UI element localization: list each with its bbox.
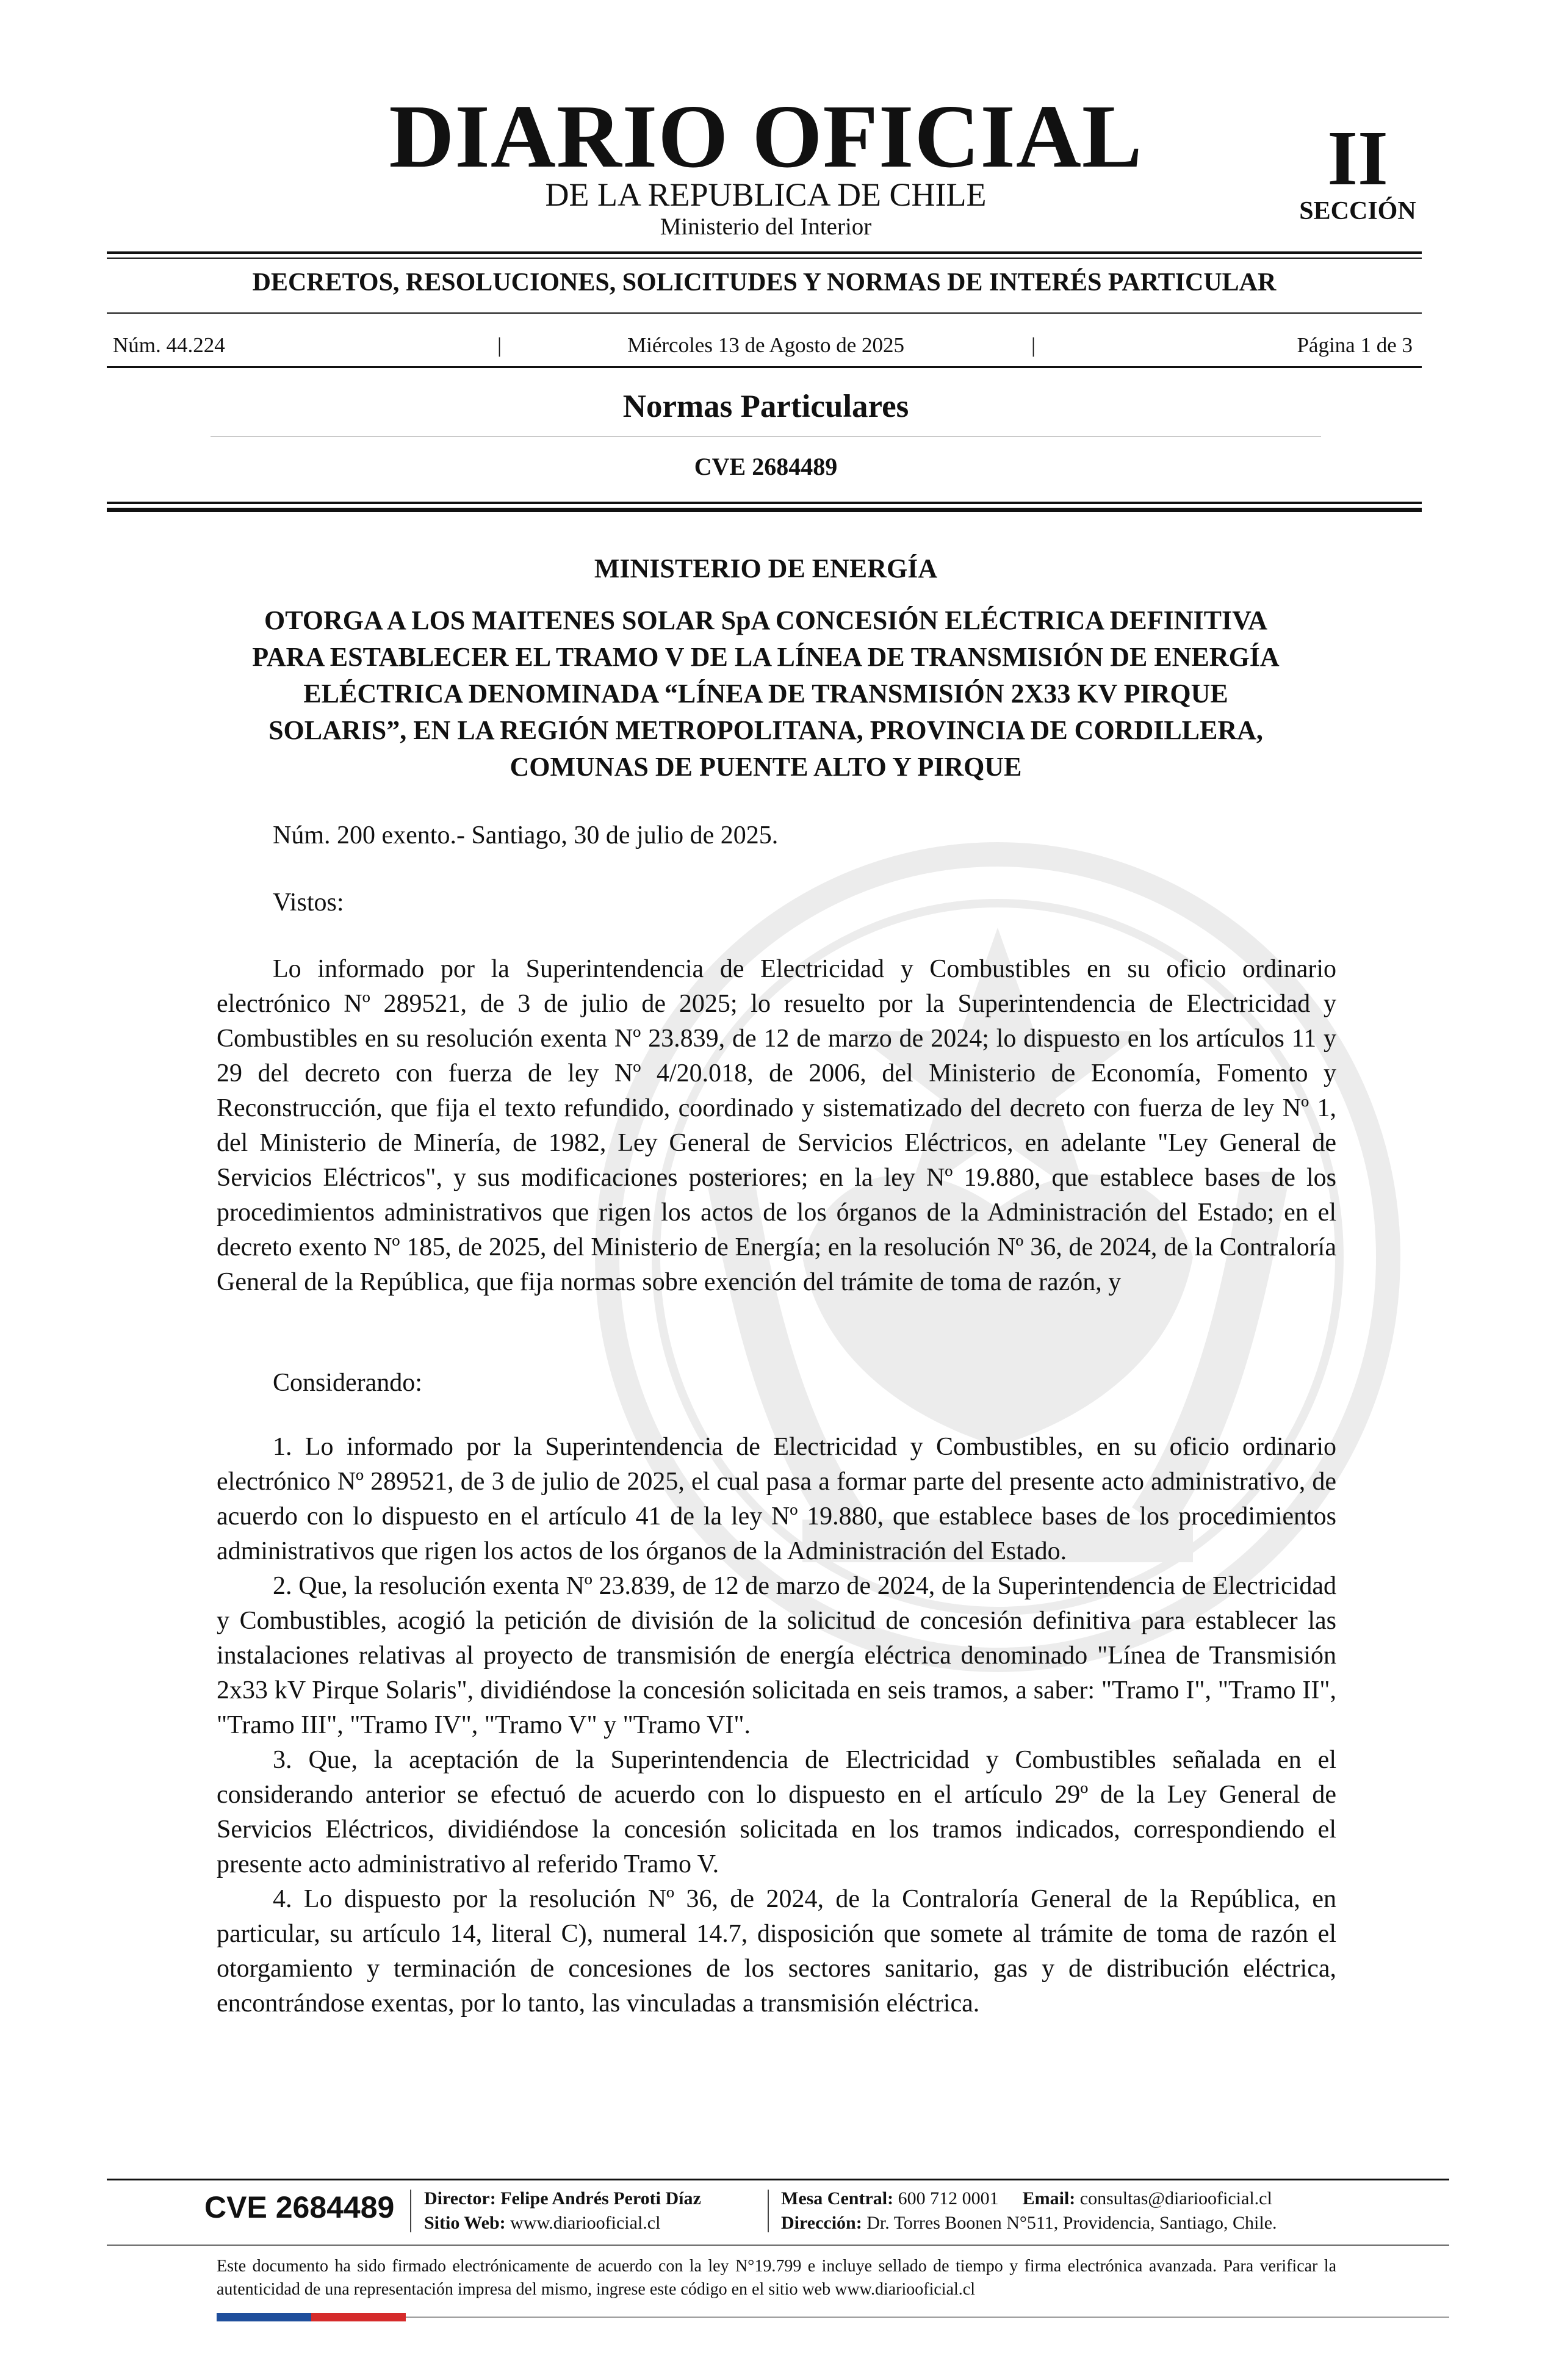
headline-line: PARA ESTABLECER EL TRAMO V DE LA LÍNEA DE TRANSMISIÓN DE ENERGÍA bbox=[252, 642, 1280, 672]
considerando-item: 2. Que, la resolución exenta Nº 23.839, de 12 de marzo de 2024, de la Superintendencia de Electricidad y Combustibles, acogió la petición de división de la solicitud de concesión definitiva para establecer las instalaciones relativas al proyecto de transmisión de energía eléctrica denominado "Línea de Transmisión 2x33 kV Pirque Solaris", dividiéndose la concesión solicitada en seis tramos, a saber: "Tramo I", "Tramo II", "Tramo III", "Tramo IV", "Tramo V" y "Tramo VI". bbox=[217, 1572, 1336, 1739]
issue-number: Núm. 44.224 bbox=[113, 333, 225, 357]
section-banner: DECRETOS, RESOLUCIONES, SOLICITUDES Y NORMAS DE INTERÉS PARTICULAR bbox=[252, 269, 1277, 297]
flag-line bbox=[406, 2317, 1449, 2318]
footer-director bbox=[424, 2187, 701, 2211]
newspaper-ministry: Ministerio del Interior bbox=[660, 214, 872, 240]
header-rule-bottom bbox=[107, 508, 1422, 512]
headline-line: COMUNAS DE PUENTE ALTO Y PIRQUE bbox=[510, 752, 1022, 782]
flag-stripe-red bbox=[311, 2313, 406, 2321]
flag-stripe-blue bbox=[217, 2313, 311, 2321]
email-link[interactable]: consultas@diariooficial.cl bbox=[1079, 2188, 1272, 2209]
address-value: Dr. Torres Boonen N°511, Providencia, Santiago, Chile. bbox=[866, 2213, 1277, 2233]
vistos-paragraph bbox=[217, 952, 1336, 1300]
headline-line: ELÉCTRICA DENOMINADA “LÍNEA DE TRANSMISIÓN 2X33 KV PIRQUE bbox=[303, 679, 1228, 709]
issue-rule bbox=[107, 366, 1422, 368]
considerando-label: Considerando: bbox=[273, 1369, 422, 1397]
masthead-rule-bottom bbox=[107, 258, 1422, 259]
headline-line: SOLARIS”, EN LA REGIÓN METROPOLITANA, PROVINCIA DE CORDILLERA, bbox=[268, 715, 1263, 745]
footer-divider bbox=[410, 2190, 411, 2232]
director-name: Felipe Andrés Peroti Díaz bbox=[500, 2188, 701, 2209]
phone-label: Mesa Central: bbox=[781, 2188, 894, 2209]
issue-separator: | bbox=[497, 333, 502, 357]
newspaper-subtitle: DE LA REPUBLICA DE CHILE bbox=[545, 176, 987, 213]
section-label: SECCIÓN bbox=[1299, 197, 1416, 225]
ministry-heading: MINISTERIO DE ENERGÍA bbox=[594, 554, 938, 583]
paragraph-text: Lo informado por la Superintendencia de Electricidad y Combustibles en su oficio ordinario electrónico Nº 289521, de 3 de julio de 2025; lo resuelto por la Superintendencia de Electricidad y Combustibles en su resolución exenta Nº 23.839, de 12 de marzo de 2024; lo dispuesto en los artículos 11 y 29 del decreto con fuerza de ley Nº 4/20.018, de 2006, del Ministerio de Economía, Fomento y Reconstrucción, que fija el texto refundido, coordinado y sistematizado del decreto con fuerza de ley Nº 1, del Ministerio de Minería, de 1982, Ley General de Servicios Eléctricos, en adelante "Ley General de Servicios Eléctricos", y sus modificaciones posteriores; en la ley Nº 19.880, que establece bases de los procedimientos administrativos que rigen los actos de los órganos de la Administración del Estado; en el decreto exento Nº 185, de 2025, del Ministerio de Energía; en la resolución Nº 36, de 2024, de la Contraloría General de la República, que fija normas sobre exención del trámite de toma de razón, y bbox=[217, 955, 1336, 1296]
address-label: Dirección: bbox=[781, 2213, 862, 2233]
decree-line: Núm. 200 exento.- Santiago, 30 de julio de 2025. bbox=[273, 821, 779, 849]
newspaper-title: DIARIO OFICIAL bbox=[389, 87, 1143, 187]
footer-divider bbox=[768, 2190, 769, 2232]
headline-line: OTORGA A LOS MAITENES SOLAR SpA CONCESIÓN ELÉCTRICA DEFINITIVA bbox=[264, 605, 1267, 635]
site-label: Sitio Web: bbox=[424, 2213, 506, 2233]
section-title-rule bbox=[211, 436, 1321, 437]
masthead-rule-top bbox=[107, 251, 1422, 254]
phone-value: 600 712 0001 bbox=[898, 2188, 999, 2209]
page-indicator: Página 1 de 3 bbox=[1297, 333, 1413, 357]
footer-contact bbox=[781, 2187, 1272, 2211]
issue-separator: | bbox=[1031, 333, 1036, 357]
footer-site bbox=[424, 2211, 660, 2235]
footer-address bbox=[781, 2211, 1277, 2235]
cve-code: CVE 2684489 bbox=[694, 453, 838, 480]
footer-rule bbox=[107, 2179, 1449, 2180]
banner-rule bbox=[107, 312, 1422, 314]
considerandos-list bbox=[217, 1430, 1336, 2021]
section-title: Normas Particulares bbox=[622, 389, 909, 424]
issue-date: Miércoles 13 de Agosto de 2025 bbox=[627, 333, 904, 357]
site-link[interactable]: www.diariooficial.cl bbox=[510, 2213, 661, 2233]
vistos-label: Vistos: bbox=[273, 889, 344, 917]
director-label: Director: bbox=[424, 2188, 496, 2209]
signature-notice: Este documento ha sido firmado electrónicamente de acuerdo con la ley N°19.799 e incluye sellado de tiempo y firma electrónica avanzada. Para verificar la autenticidad de una representación impresa del mismo, ingrese este código en el sitio web www.diariooficial.cl bbox=[217, 2257, 1336, 2299]
section-number: II bbox=[1327, 115, 1388, 201]
footer-cve-code: CVE 2684489 bbox=[204, 2190, 395, 2224]
document-headline bbox=[201, 602, 1330, 785]
email-label: Email: bbox=[1022, 2188, 1076, 2209]
footer-rule-bottom bbox=[107, 2245, 1449, 2246]
header-rule-top bbox=[107, 502, 1422, 504]
considerando-item: 1. Lo informado por la Superintendencia de Electricidad y Combustibles, en su oficio ordinario electrónico Nº 289521, de 3 de julio de 2025, el cual pasa a formar parte del presente acto administrativo, de acuerdo con lo dispuesto en el artículo 41 de la ley Nº 19.880, que establece bases de los procedimientos administrativos que rigen los actos de los órganos de la Administración del Estado. bbox=[217, 1433, 1336, 1565]
considerando-item: 4. Lo dispuesto por la resolución Nº 36, de 2024, de la Contraloría General de la República, en particular, su artículo 14, literal C), numeral 14.7, disposición que somete al trámite de toma de razón el otorgamiento y terminación de concesiones de los sectores sanitario, gas y de distribución eléctrica, encontrándose exentas, por lo tanto, las vinculadas a transmisión eléctrica. bbox=[217, 1885, 1336, 2018]
considerando-item: 3. Que, la aceptación de la Superintendencia de Electricidad y Combustibles señalada en el considerando anterior se efectuó de acuerdo con lo dispuesto en el artículo 29º de la Ley General de Servicios Eléctricos, dividiéndose la concesión solicitada en los tramos indicados, correspondiendo el presente acto administrativo al referido Tramo V. bbox=[217, 1746, 1336, 1878]
